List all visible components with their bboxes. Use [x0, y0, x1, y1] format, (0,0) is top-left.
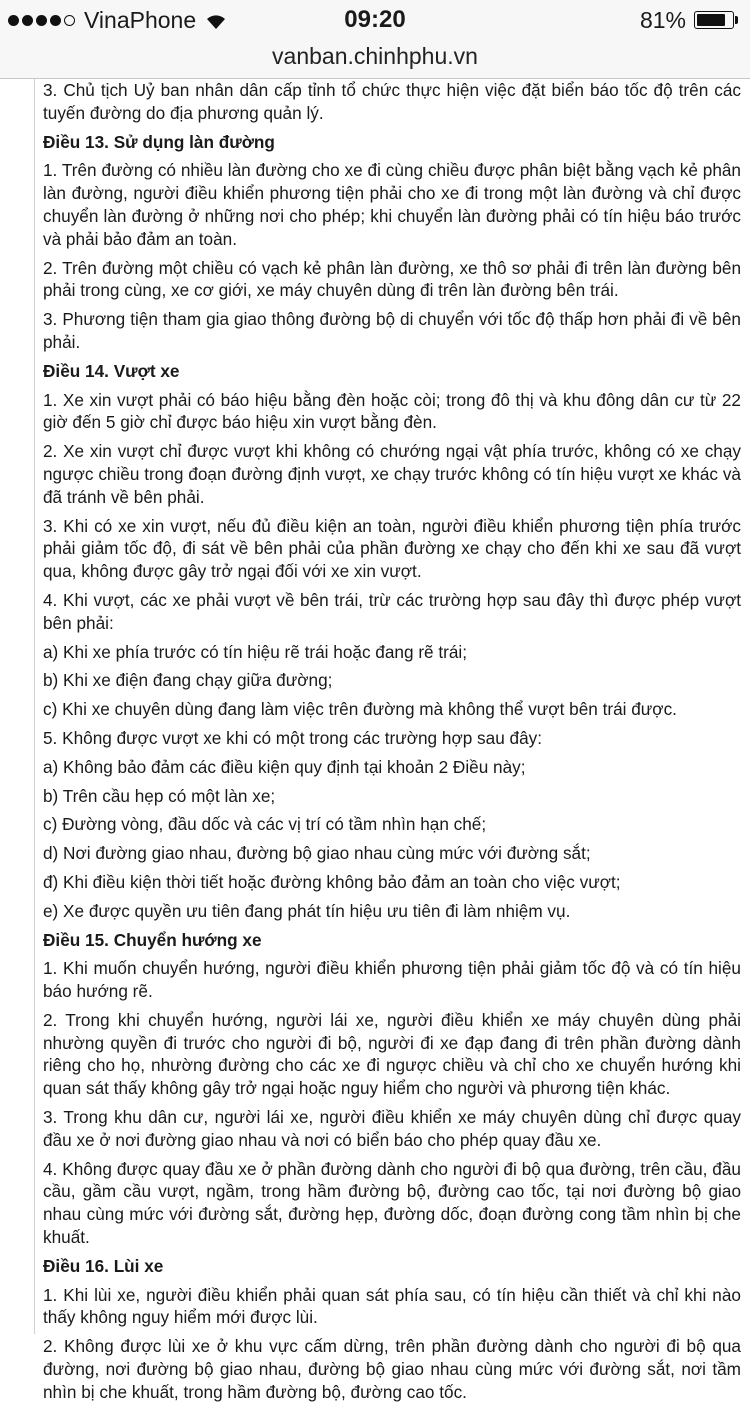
paragraph: 4. Khi vượt, các xe phải vượt về bên trái, trừ các trường hợp sau đây thì được phép vượt bên phải:: [43, 589, 741, 633]
paragraph: 1. Xe xin vượt phải có báo hiệu bằng đèn hoặc còi; trong đô thị và khu đông dân cư từ 22 giờ đến 5 giờ chỉ được báo hiệu xin vượt bằng đèn.: [43, 389, 741, 433]
paragraph: e) Xe được quyền ưu tiên đang phát tín hiệu ưu tiên đi làm nhiệm vụ.: [43, 900, 571, 921]
paragraph: a) Không bảo đảm các điều kiện quy định tại khoản 2 Điều này;: [43, 756, 526, 777]
paragraph: 2. Trong khi chuyển hướng, người lái xe, người điều khiển xe máy chuyên dùng phải nhường quyền đi trước cho người đi bộ, người đi xe đạp đang đi trên phần đường dành riêng cho họ, nhường đường cho các xe đi ngược chiều và chỉ cho xe chuyển hướng khi quan sát thấy không gây trở ngại hoặc nguy hiểm cho người và phương tiện khác.: [43, 1009, 741, 1099]
paragraph: c) Khi xe chuyên dùng đang làm việc trên đường mà không thể vượt bên trái được.: [43, 699, 677, 720]
paragraph: b) Trên cầu hẹp có một làn xe;: [43, 785, 276, 806]
battery-icon: [694, 11, 740, 31]
paragraph: a) Khi xe phía trước có tín hiệu rẽ trái hoặc đang rẽ trái;: [43, 641, 468, 662]
paragraph: c) Đường vòng, đầu dốc và các vị trí có tầm nhìn hạn chế;: [43, 814, 487, 835]
article-body: [35, 79, 741, 1404]
battery-percent: 81%: [639, 7, 686, 33]
paragraph: 2. Không được lùi xe ở khu vực cấm dừng, trên phần đường dành cho người đi bộ qua đường, nơi đường bộ giao nhau, đường bộ giao nhau cùng mức với đường sắt, nơi tầm nhìn bị che khuất, trong hầm đường bộ, đường cao tốc.: [43, 1336, 741, 1402]
paragraph: 2. Trên đường một chiều có vạch kẻ phân làn đường, xe thô sơ phải đi trên làn đường bên phải trong cùng, xe cơ giới, xe máy chuyên dùng đi trên làn đường bên trái.: [43, 257, 741, 301]
page-content[interactable]: [34, 79, 750, 1402]
battery-group: [640, 7, 740, 34]
paragraph: d) Nơi đường giao nhau, đường bộ giao nhau cùng mức với đường sắt;: [43, 843, 591, 864]
paragraph: đ) Khi điều kiện thời tiết hoặc đường không bảo đảm an toàn cho việc vượt;: [43, 871, 621, 892]
carrier-name: VinaPhone: [84, 7, 197, 33]
paragraph: 4. Không được quay đầu xe ở phần đường dành cho người đi bộ qua đường, trên cầu, đầu cầu, gầm cầu vượt, ngầm, trong hầm đường bộ, đường cao tốc, tại nơi đường bộ giao nhau cùng mức với đường sắt, đường hẹp, đường dốc, đoạn đường cong tầm nhìn bị che khuất.: [43, 1158, 741, 1248]
paragraph: 5. Không được vượt xe khi có một trong các trường hợp sau đây:: [43, 727, 543, 748]
paragraph: 3. Phương tiện tham gia giao thông đường bộ di chuyển với tốc độ thấp hơn phải đi về bên phải.: [43, 309, 741, 352]
section-heading: Điều 15. Chuyển hướng xe: [43, 929, 262, 950]
paragraph: 3. Trong khu dân cư, người lái xe, người điều khiển xe máy chuyên dùng chỉ được quay đầu xe ở nơi đường giao nhau và nơi có biển báo cho phép quay đầu xe.: [43, 1107, 741, 1150]
clock: 09:20: [344, 6, 406, 33]
section-heading: Điều 16. Lùi xe: [43, 1255, 164, 1276]
paragraph: 1. Trên đường có nhiều làn đường cho xe đi cùng chiều được phân biệt bằng vạch kẻ phân làn đường, người điều khiển phương tiện phải cho xe đi trong một làn đường và chỉ được chuyển làn đường ở những nơi cho phép; khi chuyển làn đường phải có tín hiệu báo trước và phải bảo đảm an toàn.: [43, 160, 741, 249]
paragraph: 1. Khi muốn chuyển hướng, người điều khiển phương tiện phải giảm tốc độ và có tín hiệu báo hướng rẽ.: [43, 958, 741, 1002]
url-text[interactable]: vanban.chinhphu.vn: [272, 43, 478, 69]
paragraph: 2. Xe xin vượt chỉ được vượt khi không có chướng ngại vật phía trước, không có xe chạy ngược chiều trong đoạn đường định vượt, xe chạy trước không có tín hiệu vượt xe khác và đã tránh về bên phải.: [43, 441, 741, 507]
address-bar[interactable]: [0, 40, 750, 79]
section-heading: Điều 13. Sử dụng làn đường: [43, 131, 275, 152]
paragraph: b) Khi xe điện đang chạy giữa đường;: [43, 670, 333, 691]
section-heading: Điều 14. Vượt xe: [43, 360, 180, 381]
status-bar: [0, 0, 750, 40]
paragraph: 3. Khi có xe xin vượt, nếu đủ điều kiện an toàn, người điều khiển phương tiện phía trước phải giảm tốc độ, đi sát về bên phải của phần đường xe chạy cho đến khi xe sau đã vượt qua, không được gây trở ngại đối với xe xin vượt.: [43, 515, 741, 582]
paragraph: 1. Khi lùi xe, người điều khiển phải quan sát phía sau, có tín hiệu cần thiết và chỉ khi nào thấy không nguy hiểm mới được lùi.: [43, 1284, 741, 1328]
paragraph: 3. Chủ tịch Uỷ ban nhân dân cấp tỉnh tổ chức thực hiện việc đặt biển báo tốc độ trên các tuyến đường do địa phương quản lý.: [43, 80, 741, 123]
